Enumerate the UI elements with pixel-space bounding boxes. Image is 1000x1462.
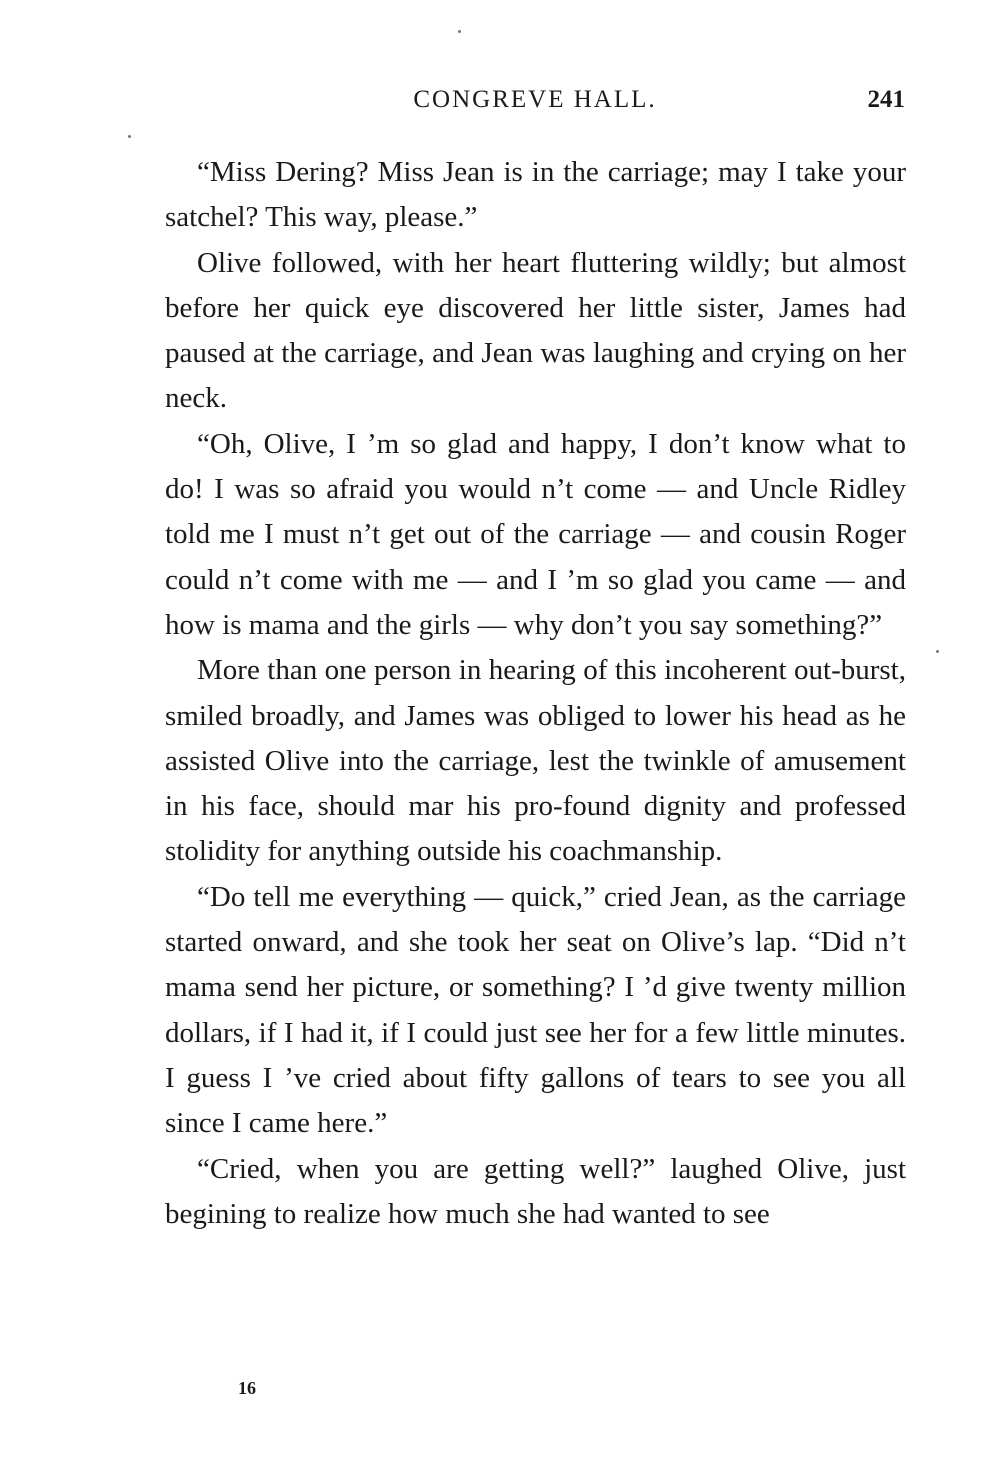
- print-speck: [458, 30, 461, 33]
- signature-mark: 16: [238, 1378, 256, 1398]
- body-text: [165, 150, 906, 1237]
- paragraph: Olive followed, with her heart fluttering wildly; but almost before her quick eye discovered her little sister, James had paused at the carriage, and Jean was laughing and crying on her neck.: [165, 246, 906, 415]
- paragraph: “Cried, when you are getting well?” laughed Olive, just begining to realize how much she had wanted to see: [165, 1152, 906, 1230]
- paragraph: More than one person in hearing of this incoherent out-burst, smiled broadly, and James was obliged to lower his head as he assisted Olive into the carriage, lest the twinkle of amusement in his face, should mar his pro-found dignity and professed stolidity for anything outside his coachmanship.: [165, 654, 906, 868]
- running-title: CONGREVE HALL.: [413, 86, 657, 113]
- page-number: 241: [867, 86, 905, 113]
- paragraph: “Oh, Olive, I ’m so glad and happy, I don’t know what to do! I was so afraid you would n’t come — and Uncle Ridley told me I must n’t get out of the carriage — and cousin Roger could n’t come with me — and I ’m so glad you came — and how is mama and the girls — why don’t you say something?”: [165, 427, 906, 641]
- paragraph: “Miss Dering? Miss Jean is in the carriage; may I take your satchel? This way, please.”: [165, 156, 906, 234]
- paragraph: “Do tell me everything — quick,” cried Jean, as the carriage started onward, and she took her seat on Olive’s lap. “Did n’t mama send her picture, or something? I ’d give twenty million dollars, if I had it, if I could just see her for a few little minutes. I guess I ’ve cried about fifty gallons of tears to see you all since I came here.”: [165, 880, 906, 1140]
- print-speck: [936, 650, 939, 653]
- running-head: [165, 86, 905, 122]
- print-speck: [128, 135, 131, 138]
